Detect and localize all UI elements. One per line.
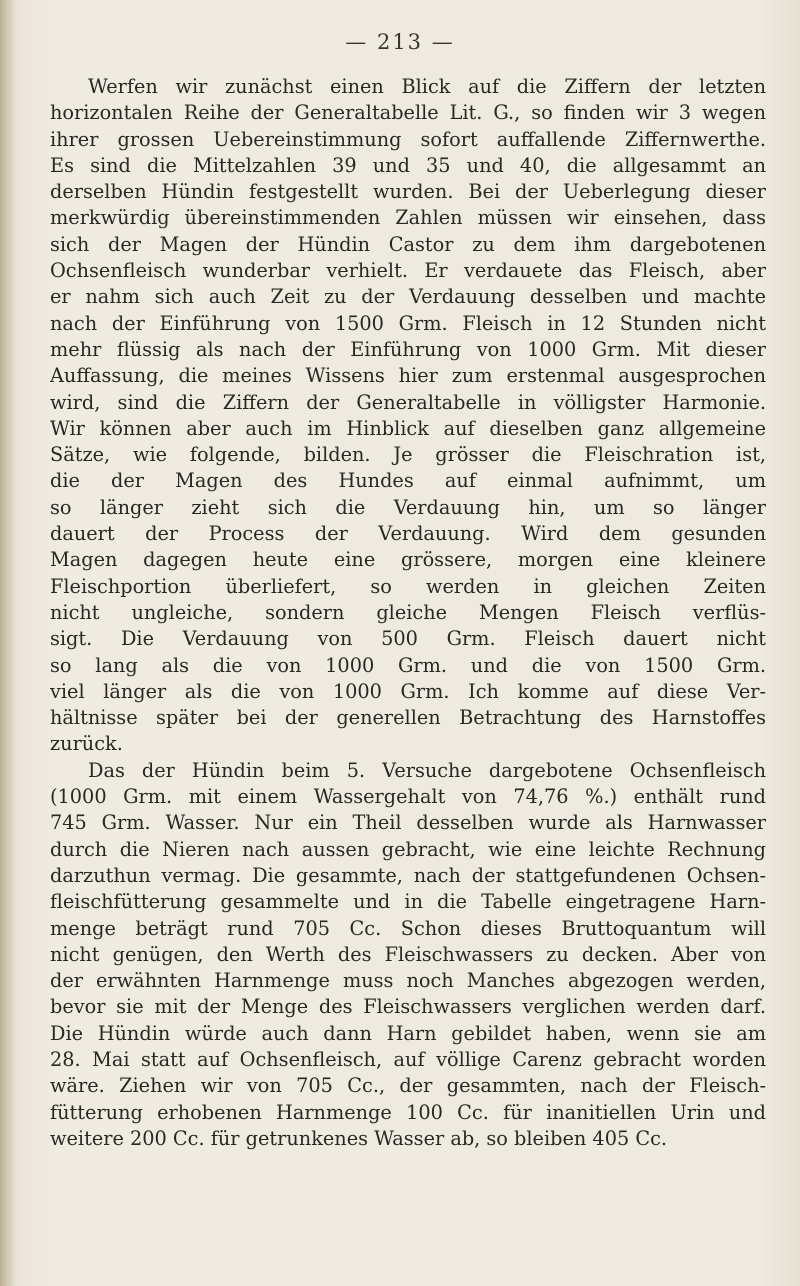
text-line: Ochsenfleisch wunderbar verhielt. Er verdauete das Fleisch, aber	[50, 259, 766, 283]
page-gutter	[0, 0, 14, 1286]
text-line: fleischfütterung gesammelte und in die Tabelle eingetragene Harn-	[50, 890, 766, 914]
text-line: derselben Hündin festgestellt wurden. Bei der Ueberlegung dieser	[50, 180, 766, 204]
text-line: fütterung erhobenen Harnmenge 100 Cc. für inanitiellen Urin und	[50, 1100, 766, 1124]
text-line: wäre. Ziehen wir von 705 Cc., der gesammten, nach der Fleisch-	[50, 1074, 766, 1098]
text-line: Die Hündin würde auch dann Harn gebildet haben, wenn sie am	[50, 1021, 766, 1045]
body-text	[50, 74, 766, 1152]
text-line: nicht ungleiche, sondern gleiche Mengen Fleisch verflüs-	[50, 600, 766, 624]
text-line: 28. Mai statt auf Ochsenfleisch, auf völlige Carenz gebracht worden	[50, 1047, 766, 1071]
paragraph	[50, 758, 766, 1152]
text-line: Fleischportion überliefert, so werden in gleichen Zeiten	[50, 574, 766, 598]
text-line: (1000 Grm. mit einem Wassergehalt von 74,76 %.) enthält rund	[50, 785, 766, 809]
text-line: Werfen wir zunächst einen Blick auf die Ziffern der letzten	[88, 75, 766, 98]
text-line: Magen dagegen heute eine grössere, morgen eine kleinere	[50, 548, 766, 572]
text-line: Das der Hündin beim 5. Versuche dargebotene Ochsenfleisch	[88, 758, 766, 782]
text-line: darzuthun vermag. Die gesammte, nach der stattgefundenen Ochsen-	[50, 863, 766, 887]
page-number: — 213 —	[345, 30, 455, 54]
text-line: 745 Grm. Wasser. Nur ein Theil desselben wurde als Harnwasser	[50, 811, 766, 835]
text-line: viel länger als die von 1000 Grm. Ich komme auf diese Ver-	[50, 679, 766, 703]
text-line: so lang als die von 1000 Grm. und die von 1500 Grm.	[50, 653, 766, 677]
text-line: er nahm sich auch Zeit zu der Verdauung desselben und machte	[50, 285, 766, 309]
text-line: horizontalen Reihe der Generaltabelle Lit. G., so finden wir 3 wegen	[50, 101, 766, 125]
text-line: wird, sind die Ziffern der Generaltabelle in völligster Harmonie.	[50, 390, 766, 414]
text-line: dauert der Process der Verdauung. Wird dem gesunden	[50, 522, 766, 546]
text-line: Sätze, wie folgende, bilden. Je grösser die Fleischration ist,	[50, 443, 766, 467]
text-line: weitere 200 Cc. für getrunkenes Wasser ab, so bleiben 405 Cc.	[50, 1126, 668, 1150]
text-line: zurück.	[50, 732, 123, 756]
text-line: nach der Einführung von 1500 Grm. Fleisch in 12 Stunden nicht	[50, 311, 766, 335]
text-line: nicht genügen, den Werth des Fleischwassers zu decken. Aber von	[50, 942, 766, 966]
text-line: sigt. Die Verdauung von 500 Grm. Fleisch dauert nicht	[50, 627, 766, 651]
text-line: menge beträgt rund 705 Cc. Schon dieses Bruttoquantum will	[50, 916, 766, 940]
text-line: Wir können aber auch im Hinblick auf dieselben ganz allgemeine	[50, 416, 766, 440]
text-line: so länger zieht sich die Verdauung hin, um so länger	[50, 495, 766, 519]
text-line: durch die Nieren nach aussen gebracht, wie eine leichte Rechnung	[50, 837, 766, 861]
paragraph	[50, 74, 766, 758]
text-line: mehr flüssig als nach der Einführung von 1000 Grm. Mit dieser	[50, 337, 766, 361]
text-line: der erwähnten Harnmenge muss noch Manches abgezogen werden,	[50, 969, 766, 993]
text-line: sich der Magen der Hündin Castor zu dem ihm dargebotenen	[50, 232, 766, 256]
text-line: merkwürdig übereinstimmenden Zahlen müssen wir einsehen, dass	[50, 206, 766, 230]
text-line: Auffassung, die meines Wissens hier zum erstenmal ausgesprochen	[50, 364, 766, 388]
text-line: ihrer grossen Uebereinstimmung sofort auffallende Ziffernwerthe.	[50, 127, 766, 151]
text-line: die der Magen des Hundes auf einmal aufnimmt, um	[50, 469, 766, 493]
text-line: Es sind die Mittelzahlen 39 und 35 und 40, die allgesammt an	[50, 153, 766, 177]
text-line: bevor sie mit der Menge des Fleischwassers verglichen werden darf.	[50, 995, 766, 1019]
text-line: hältnisse später bei der generellen Betrachtung des Harnstoffes	[50, 706, 766, 730]
